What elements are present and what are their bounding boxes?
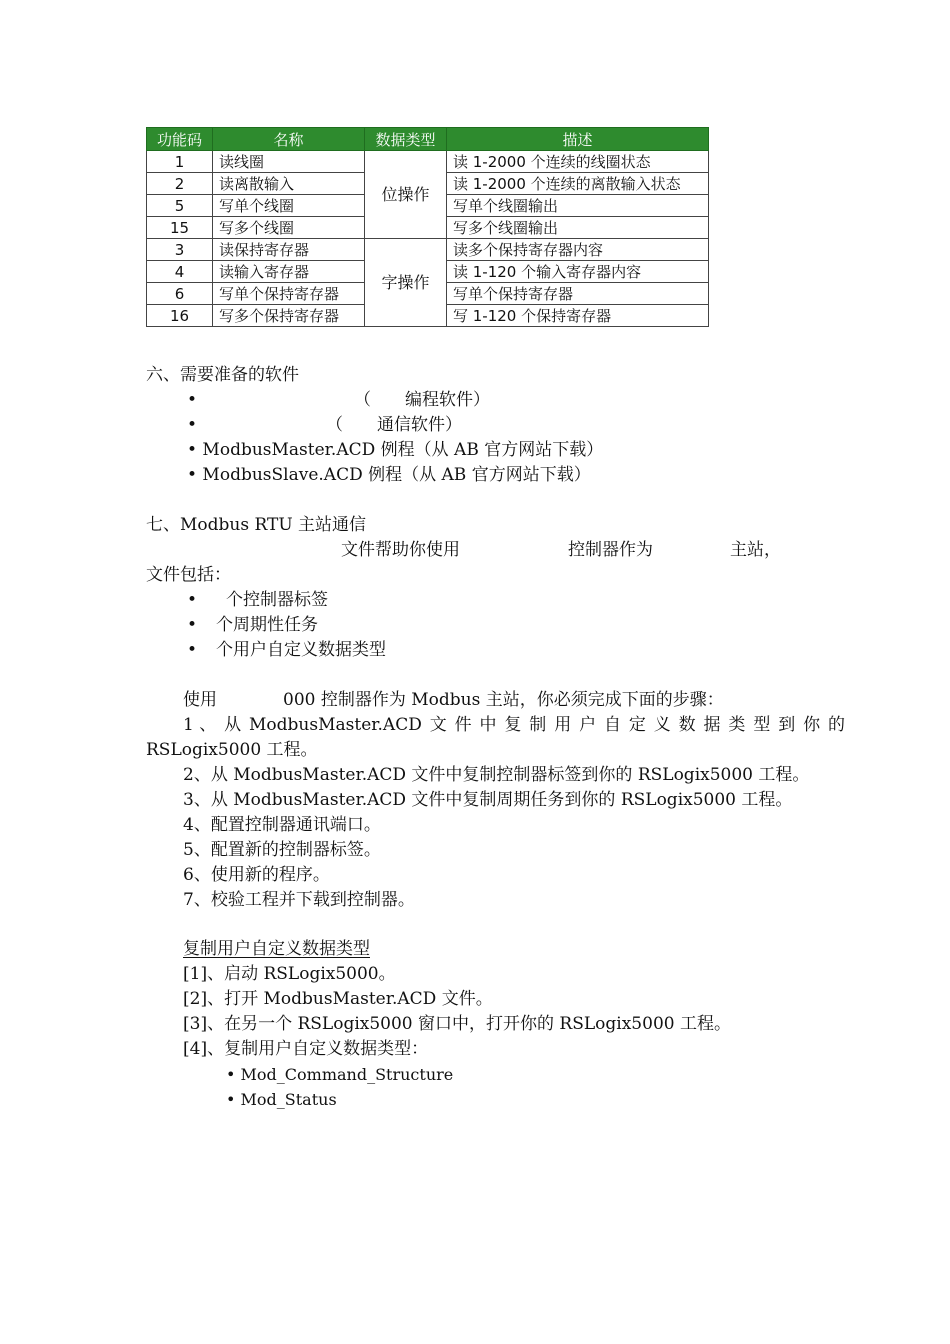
step-3: 3、从 ModbusMaster.ACD 文件中复制周期任务到你的 RSLogix5000 工程。 — [183, 790, 793, 810]
udt-step-3: [3]、在另一个 RSLogix5000 窗口中，打开你的 RSLogix5000 工程。 — [183, 1014, 731, 1034]
software-item-1-note: （ 编程软件） — [354, 390, 490, 410]
section6-heading: 六、需要准备的软件 — [146, 365, 299, 385]
cell-desc: 读 1-120 个输入寄存器内容 — [447, 261, 709, 283]
step-6: 6、使用新的程序。 — [183, 865, 330, 885]
cell-name: 读线圈 — [213, 151, 365, 173]
table-header-row — [147, 128, 709, 151]
software-item-3: • ModbusMaster.ACD 例程（从 AB 官方网站下载） — [187, 440, 604, 460]
intro-part-b: 控制器作为 — [568, 540, 653, 560]
cell-code: 4 — [147, 261, 213, 283]
header-name: 名称 — [213, 128, 365, 151]
cell-code: 6 — [147, 283, 213, 305]
cell-code: 2 — [147, 173, 213, 195]
cell-name: 写多个保持寄存器 — [213, 305, 365, 327]
bullet: • — [187, 615, 198, 635]
udt-step-4: [4]、复制用户自定义数据类型： — [183, 1039, 429, 1059]
cell-desc: 写 1-120 个保持寄存器 — [447, 305, 709, 327]
udt-step-2: [2]、打开 ModbusMaster.ACD 文件。 — [183, 989, 493, 1009]
cell-name: 写单个线圈 — [213, 195, 365, 217]
cell-name: 写单个保持寄存器 — [213, 283, 365, 305]
file-item-1: 个控制器标签 — [226, 590, 328, 610]
bullet: • — [187, 415, 198, 435]
cell-desc: 写多个线圈输出 — [447, 217, 709, 239]
cell-desc: 读 1-2000 个连续的离散输入状态 — [447, 173, 709, 195]
cell-name: 读离散输入 — [213, 173, 365, 195]
step-1-continued: RSLogix5000 工程。 — [146, 740, 318, 760]
copy-udt-heading: 复制用户自定义数据类型 — [183, 939, 370, 959]
step-2: 2、从 ModbusMaster.ACD 文件中复制控制器标签到你的 RSLogix5000 工程。 — [183, 765, 810, 785]
cell-name: 读保持寄存器 — [213, 239, 365, 261]
header-function-code: 功能码 — [147, 128, 213, 151]
cell-code: 16 — [147, 305, 213, 327]
cell-desc: 写单个线圈输出 — [447, 195, 709, 217]
udt-step-1: [1]、启动 RSLogix5000。 — [183, 964, 396, 984]
step-1: 1 、 从 ModbusMaster.ACD 文 件 中 复 制 用 户 自 定 义 数 据 类 型 到 你 的 — [183, 715, 845, 735]
cell-desc: 写单个保持寄存器 — [447, 283, 709, 305]
intro-part-d: 文件包括： — [146, 565, 231, 585]
software-item-2-note: （ 通信软件） — [326, 415, 462, 435]
bullet: • — [187, 590, 198, 610]
cell-desc: 读 1-2000 个连续的线圈状态 — [447, 151, 709, 173]
header-data-type: 数据类型 — [365, 128, 447, 151]
intro-part-a: 文件帮助你使用 — [341, 540, 460, 560]
table-row — [147, 151, 709, 173]
step-5: 5、配置新的控制器标签。 — [183, 840, 381, 860]
section7-heading: 七、Modbus RTU 主站通信 — [146, 515, 367, 535]
software-item-4: • ModbusSlave.ACD 例程（从 AB 官方网站下载） — [187, 465, 591, 485]
cell-code: 15 — [147, 217, 213, 239]
step-7: 7、校验工程并下载到控制器。 — [183, 890, 415, 910]
header-description: 描述 — [447, 128, 709, 151]
file-item-3: 个用户自定义数据类型 — [216, 640, 386, 660]
step-4: 4、配置控制器通讯端口。 — [183, 815, 381, 835]
cell-name: 写多个线圈 — [213, 217, 365, 239]
use-part-a: 使用 — [183, 690, 217, 710]
table-row — [147, 239, 709, 261]
udt-type-1: • Mod_Command_Structure — [226, 1065, 454, 1084]
udt-type-2: • Mod_Status — [226, 1090, 337, 1109]
cell-desc: 读多个保持寄存器内容 — [447, 239, 709, 261]
function-code-table — [146, 127, 709, 327]
cell-type-bit: 位操作 — [365, 151, 447, 239]
cell-code: 3 — [147, 239, 213, 261]
bullet: • — [187, 640, 198, 660]
cell-type-word: 字操作 — [365, 239, 447, 327]
bullet: • — [187, 390, 198, 410]
file-item-2: 个周期性任务 — [216, 615, 318, 635]
use-part-b: 000 控制器作为 Modbus 主站，你必须完成下面的步骤： — [283, 690, 724, 710]
cell-name: 读输入寄存器 — [213, 261, 365, 283]
intro-part-c: 主站， — [730, 540, 781, 560]
cell-code: 5 — [147, 195, 213, 217]
cell-code: 1 — [147, 151, 213, 173]
